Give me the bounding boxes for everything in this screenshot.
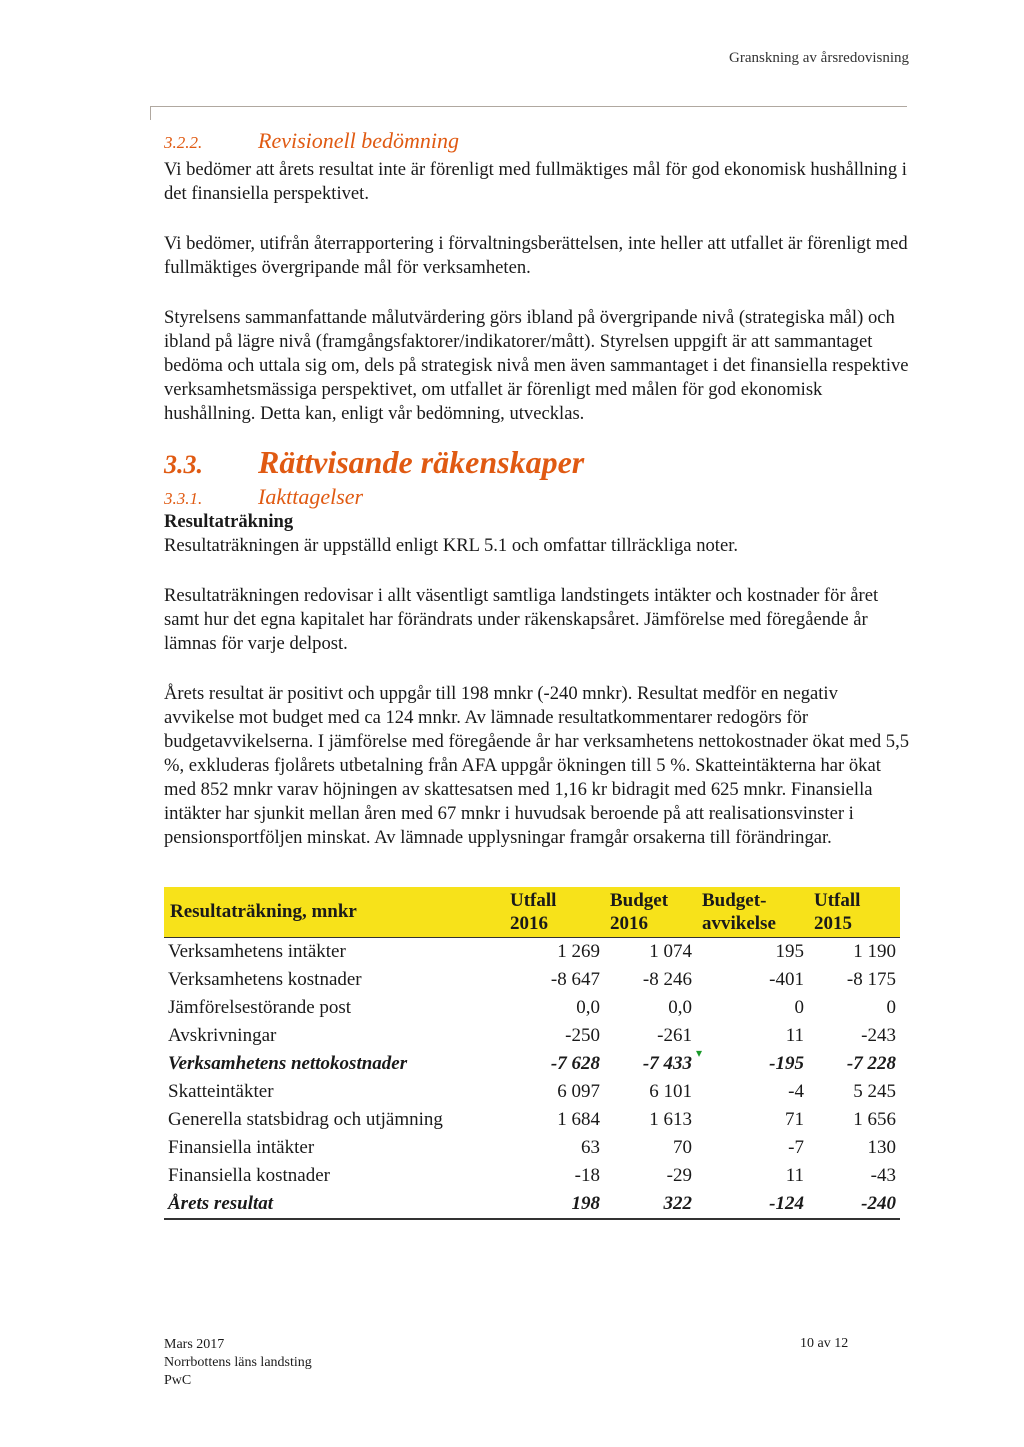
- row-label: Verksamhetens nettokostnader: [168, 1053, 408, 1074]
- cell-value: 0,0: [576, 997, 600, 1018]
- table-row: [164, 966, 900, 994]
- cell-value: 1 074: [649, 941, 692, 962]
- paragraph: Resultaträkningen är uppställd enligt KRL 5.1 och omfattar tillräckliga noter.: [164, 535, 739, 556]
- cell-value: -18: [574, 1165, 600, 1186]
- section-heading-3-2-2: [164, 128, 912, 158]
- cell-value: 1 190: [853, 941, 896, 962]
- section-title: Revisionell bedömning: [258, 128, 460, 153]
- cell-value: 0: [794, 997, 804, 1018]
- table-row: [164, 1022, 900, 1050]
- cell-value: -7: [788, 1137, 804, 1158]
- cell-value: -124: [696, 1190, 808, 1219]
- row-label: Verksamhetens kostnader: [168, 969, 362, 990]
- footer-author: PwC: [164, 1373, 192, 1388]
- column-header: Utfall 2015: [808, 887, 900, 938]
- table-row: [164, 1106, 900, 1134]
- cell-value: -243: [861, 1025, 896, 1046]
- cell-value: 130: [867, 1137, 896, 1158]
- table-row: [164, 1134, 900, 1162]
- cell-value: -7 628: [550, 1053, 600, 1074]
- header-rule-corner: [150, 106, 151, 120]
- table-header-row: [164, 887, 900, 938]
- row-label: Generella statsbidrag och utjämning: [168, 1109, 443, 1130]
- cell-value: -7 433: [642, 1053, 692, 1074]
- document-body: [164, 128, 912, 850]
- table-row: [164, 938, 900, 967]
- section-heading-3-3: [164, 444, 912, 484]
- cell-value: -195: [769, 1053, 804, 1074]
- section-number: 3.3.1.: [164, 489, 203, 508]
- cell-value: 1 613: [649, 1109, 692, 1130]
- cell-value: 6 101: [649, 1081, 692, 1102]
- cell-value: 5 245: [853, 1081, 896, 1102]
- cell-value: -261: [657, 1025, 692, 1046]
- cell-value: 63: [581, 1137, 600, 1158]
- row-label: Finansiella kostnader: [168, 1165, 330, 1186]
- cell-value: 198: [504, 1190, 604, 1219]
- page-number: 10 av 12: [800, 1336, 849, 1351]
- cell-value: 0,0: [668, 997, 692, 1018]
- cell-value: 11: [785, 1165, 804, 1186]
- row-label: Årets resultat: [164, 1190, 504, 1219]
- section-heading-3-3-1: [164, 484, 912, 510]
- table-row: [164, 1078, 900, 1106]
- cell-value: 71: [785, 1109, 804, 1130]
- cell-value: 70: [673, 1137, 692, 1158]
- cell-value: -4: [788, 1081, 804, 1102]
- row-label: Avskrivningar: [168, 1025, 277, 1046]
- table-row-total: [164, 1190, 900, 1219]
- cell-value: 195: [775, 941, 804, 962]
- footer-organization: Norrbottens läns landsting: [164, 1355, 312, 1370]
- cell-value: 322: [604, 1190, 696, 1219]
- page-footer: [164, 1336, 312, 1390]
- paragraph: Vi bedömer att årets resultat inte är förenligt med fullmäktiges mål för god ekonomisk hushållning i det finansiella perspektivet.: [164, 159, 907, 204]
- footer-date: Mars 2017: [164, 1337, 225, 1352]
- paragraph: Resultaträkningen redovisar i allt väsentligt samtliga landstingets intäkter och kostnader för året samt hur det egna kapitalet har förändrats under räkenskapsåret. Jämförelse med föregående år lämnas för varje delpost.: [164, 585, 879, 654]
- section-number: 3.3.: [164, 450, 203, 479]
- cell-value: 1 656: [853, 1109, 896, 1130]
- table-row: [164, 1162, 900, 1190]
- cell-value: -8 246: [642, 969, 692, 990]
- income-statement-table: [164, 887, 900, 1220]
- row-label: Verksamhetens intäkter: [168, 941, 346, 962]
- cell-value: -240: [808, 1190, 900, 1219]
- section-title: Iakttagelser: [258, 484, 364, 509]
- cell-value: -401: [769, 969, 804, 990]
- column-header: Budget- avvikelse: [696, 887, 808, 938]
- cell-value: -7 228: [846, 1053, 896, 1074]
- table-row: [164, 994, 900, 1022]
- cell-value: 6 097: [557, 1081, 600, 1102]
- row-label: Jämförelsestörande post: [168, 997, 352, 1018]
- column-header: Budget 2016: [604, 887, 696, 938]
- row-label: Skatteintäkter: [168, 1081, 274, 1102]
- cell-value: -29: [666, 1165, 692, 1186]
- cell-value: -43: [870, 1165, 896, 1186]
- cell-value: -250: [565, 1025, 600, 1046]
- running-header: Granskning av årsredovisning: [729, 50, 909, 66]
- header-rule: [150, 106, 907, 107]
- section-title: Rättvisande räkenskaper: [258, 444, 585, 480]
- cell-value: -8 647: [550, 969, 600, 990]
- paragraph: Vi bedömer, utifrån återrapportering i förvaltningsberättelsen, inte heller att utfallet är förenligt med fullmäktiges övergripande mål för verksamheten.: [164, 233, 908, 278]
- paragraph: Styrelsens sammanfattande målutvärdering görs ibland på övergripande nivå (strategiska mål) och ibland på lägre nivå (framgångsfaktorer/indikatorer/mått). Styrelsen uppgift är att sammantaget bedöma och uttala sig om, dels på strategisk nivå men även sammantaget i det finansiella respektive verksamhetsmässiga perspektivet, om utfallet är förenligt med målen för god ekonomisk hushållning. Detta kan, enligt vår bedömning, utvecklas.: [164, 307, 909, 424]
- cell-value: 1 684: [557, 1109, 600, 1130]
- section-number: 3.2.2.: [164, 133, 203, 152]
- row-label: Finansiella intäkter: [168, 1137, 315, 1158]
- cell-value: 1 269: [557, 941, 600, 962]
- paragraph: Årets resultat är positivt och uppgår till 198 mnkr (-240 mnkr). Resultat medför en negativ avvikelse mot budget med ca 124 mnkr. Av lämnade resultatkommentarer redogörs för budgetavvikelserna. I jämförelse med föregående år har verksamhetens nettokostnader ökat med 5,5 %, exkluderas fjolårets utbetalning från AFA uppgår ökningen till 5 %. Skatteintäkterna har ökat med 852 mnkr varav höjningen av skattesatsen med 1,16 kr bidragit med 625 mnkr. Finansiella intäkter har sjunkit mellan åren med 67 mnkr i huvudsak beroende på att realisationsvinster i pensionsportföljen minskat. Av lämnade upplysningar framgår orsakerna till förändringar.: [164, 683, 910, 848]
- cell-value: 11: [785, 1025, 804, 1046]
- cell-value: 0: [886, 997, 896, 1018]
- subheading-resultatrakning: Resultaträkning: [164, 511, 294, 532]
- table-title: Resultaträkning, mnkr: [164, 887, 504, 938]
- column-header: Utfall 2016: [504, 887, 604, 938]
- comment-marker-icon: ▾: [696, 1046, 703, 1060]
- table-row-subtotal: [164, 1050, 900, 1078]
- cell-value: -8 175: [846, 969, 896, 990]
